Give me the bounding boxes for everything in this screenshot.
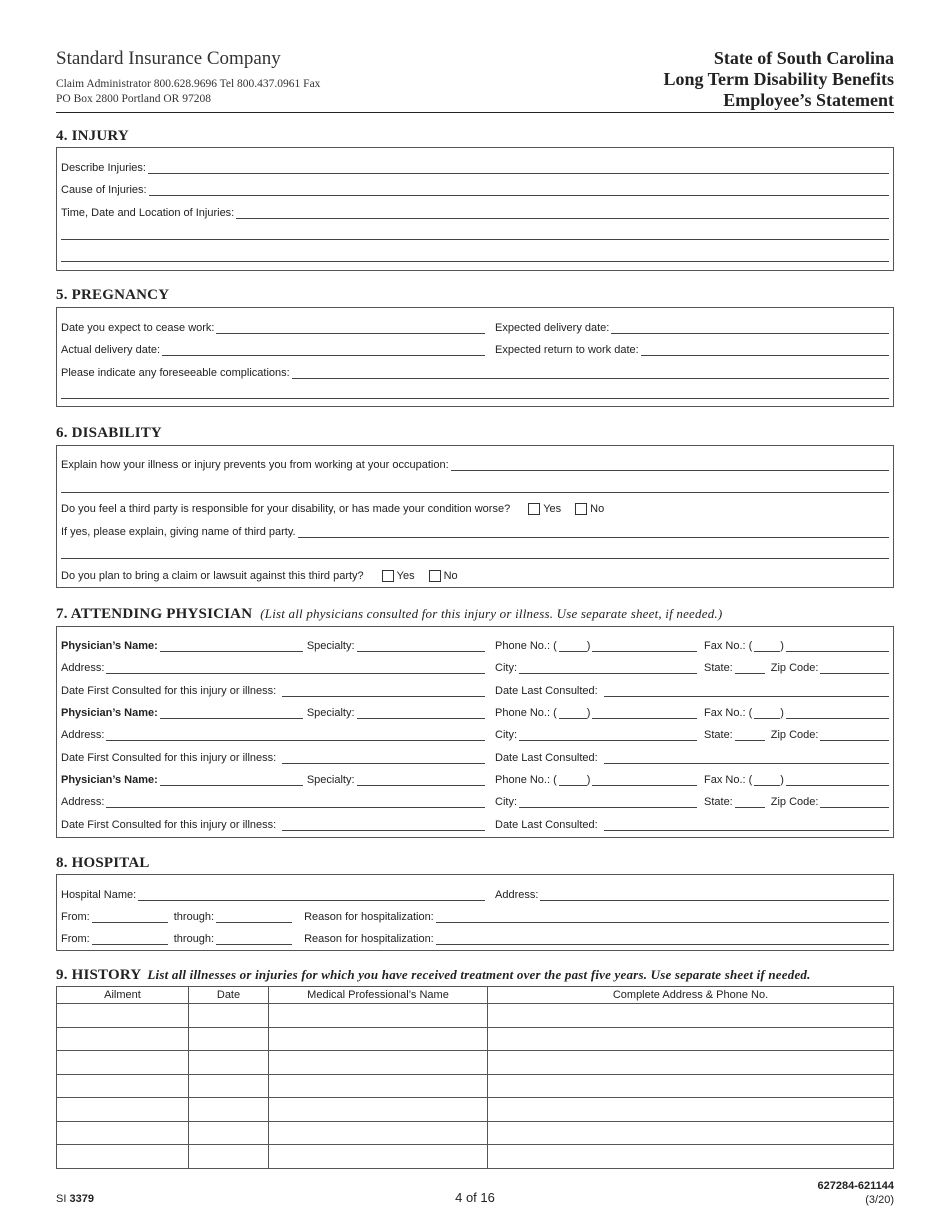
form-code-number: 627284-621144: [817, 1180, 894, 1192]
fax-row: [704, 705, 889, 719]
form-code: [818, 1179, 894, 1207]
history-cell[interactable]: [189, 1051, 269, 1075]
specialty-label: Specialty:: [306, 640, 355, 652]
page-number: 4 of 16: [455, 1190, 495, 1205]
history-cell[interactable]: [488, 1145, 894, 1169]
phone-area-field[interactable]: [559, 707, 587, 719]
form-number: 3379: [69, 1193, 94, 1205]
history-cell[interactable]: [189, 1098, 269, 1122]
last-consulted-row: [495, 683, 889, 697]
history-section-title: [56, 967, 811, 984]
title-line-2: Long Term Disability Benefits: [663, 69, 894, 89]
zip-label: Zip Code:: [770, 796, 819, 808]
physician-section-title: [56, 606, 722, 623]
if-yes-field[interactable]: [298, 526, 889, 538]
physician-name-row: [61, 705, 485, 719]
physician-name-row: [61, 772, 485, 786]
column-header: Ailment: [57, 987, 189, 1004]
specialty-field[interactable]: [357, 640, 485, 652]
zip-field[interactable]: [820, 662, 889, 674]
history-cell[interactable]: [57, 1074, 189, 1098]
fax-label: Fax No.: (: [704, 640, 753, 652]
first-consulted-field[interactable]: [282, 752, 485, 764]
history-title-text: 9. HISTORY: [56, 967, 142, 983]
last-consulted-label: Date Last Consulted:: [495, 685, 598, 697]
form-code-date: (3/20): [865, 1194, 894, 1206]
cause-injuries-row: [61, 182, 889, 196]
from-label: From:: [61, 933, 90, 945]
hospital-section-title: 8. HOSPITAL: [56, 855, 150, 871]
lawsuit-row: [61, 568, 889, 582]
specialty-field[interactable]: [357, 774, 485, 786]
reason-field[interactable]: [436, 911, 889, 923]
history-row: [57, 1098, 894, 1122]
specialty-field[interactable]: [357, 707, 485, 719]
through-field[interactable]: [216, 911, 292, 923]
physician-name-label: Physician’s Name:: [61, 640, 158, 652]
city-label: City:: [495, 729, 517, 741]
physician-name-field[interactable]: [160, 774, 303, 786]
no-label: No: [590, 503, 605, 515]
expected-delivery-field[interactable]: [611, 322, 889, 334]
third-party-no-checkbox[interactable]: [575, 503, 587, 515]
physician-box: [56, 626, 894, 838]
describe-injuries-row: [61, 160, 889, 174]
phone-row: [495, 772, 697, 786]
state-label: State:: [704, 729, 733, 741]
first-consulted-row: [61, 817, 485, 831]
physician-name-row: [61, 638, 485, 652]
return-work-label: Expected return to work date:: [495, 344, 639, 356]
fax-label: Fax No.: (: [704, 707, 753, 719]
expected-delivery-label: Expected delivery date:: [495, 322, 610, 334]
cause-injuries-label: Cause of Injuries:: [61, 184, 147, 196]
history-cell[interactable]: [269, 1051, 488, 1075]
hospital-name-row: [61, 887, 485, 901]
injury-extra-line[interactable]: [61, 239, 889, 240]
from-field[interactable]: [92, 911, 168, 923]
paren: ): [780, 640, 784, 652]
lawsuit-question: Do you plan to bring a claim or lawsuit against this third party?: [61, 570, 364, 582]
history-cell[interactable]: [269, 1098, 488, 1122]
physician-name-field[interactable]: [160, 640, 303, 652]
phone-row: [495, 638, 697, 652]
address-label: Address:: [61, 662, 105, 674]
last-consulted-field[interactable]: [604, 752, 889, 764]
city-field[interactable]: [519, 662, 697, 674]
history-cell[interactable]: [189, 1027, 269, 1051]
paren: ): [586, 774, 591, 786]
city-label: City:: [495, 796, 517, 808]
history-cell[interactable]: [189, 1145, 269, 1169]
city-field[interactable]: [519, 796, 697, 808]
hospital-name-field[interactable]: [138, 889, 485, 901]
reason-label: Reason for hospitalization:: [304, 933, 434, 945]
fax-field[interactable]: [786, 774, 889, 786]
state-label: State:: [704, 662, 733, 674]
describe-injuries-field[interactable]: [148, 162, 889, 174]
from-field[interactable]: [92, 933, 168, 945]
hospital-name-label: Hospital Name:: [61, 889, 137, 901]
if-yes-label: If yes, please explain, giving name of third party.: [61, 526, 296, 538]
history-cell[interactable]: [488, 1074, 894, 1098]
column-header: Complete Address & Phone No.: [488, 987, 894, 1004]
disability-section-title: 6. DISABILITY: [56, 425, 162, 441]
physician-address-row: [61, 727, 485, 741]
first-consulted-label: Date First Consulted for this injury or illness:: [61, 819, 277, 831]
history-note: List all illnesses or injuries for which you have received treatment over the past five years. Use separate sheet if needed.: [147, 967, 811, 982]
paren: ): [780, 707, 784, 719]
actual-delivery-row: [61, 342, 485, 356]
phone-area-field[interactable]: [559, 640, 587, 652]
fax-area-field[interactable]: [754, 640, 780, 652]
history-cell[interactable]: [57, 1004, 189, 1028]
cease-work-row: [61, 320, 485, 334]
history-cell[interactable]: [57, 1098, 189, 1122]
fax-area-field[interactable]: [754, 774, 780, 786]
form-title: [663, 48, 894, 111]
first-consulted-row: [61, 750, 485, 764]
form-prefix: SI: [56, 1193, 67, 1205]
city-row: [495, 794, 697, 808]
history-cell[interactable]: [57, 1051, 189, 1075]
hospital-address-field[interactable]: [540, 889, 889, 901]
history-cell[interactable]: [269, 1074, 488, 1098]
history-cell[interactable]: [57, 1121, 189, 1145]
through-label: through:: [173, 933, 215, 945]
history-cell[interactable]: [488, 1027, 894, 1051]
through-field[interactable]: [216, 933, 292, 945]
zip-label: Zip Code:: [770, 729, 819, 741]
describe-injuries-label: Describe Injuries:: [61, 162, 146, 174]
contact-line: Claim Administrator 800.628.9696 Tel 800.437.0961 Fax: [56, 78, 321, 90]
state-zip-row: [704, 794, 889, 808]
history-table: [56, 986, 894, 1169]
first-consulted-row: [61, 683, 485, 697]
complications-field[interactable]: [292, 367, 889, 379]
last-consulted-field[interactable]: [604, 819, 889, 831]
first-consulted-label: Date First Consulted for this injury or illness:: [61, 685, 277, 697]
physician-name-label: Physician’s Name:: [61, 707, 158, 719]
state-label: State:: [704, 796, 733, 808]
state-zip-row: [704, 660, 889, 674]
cease-work-label: Date you expect to cease work:: [61, 322, 215, 334]
history-cell[interactable]: [488, 1098, 894, 1122]
lawsuit-yes-checkbox[interactable]: [382, 570, 394, 582]
physician-name-field[interactable]: [160, 707, 303, 719]
fax-field[interactable]: [786, 707, 889, 719]
phone-label: Phone No.: (: [495, 640, 557, 652]
paren: ): [586, 640, 591, 652]
through-label: through:: [173, 911, 215, 923]
yes-label: Yes: [396, 570, 415, 582]
fax-area-field[interactable]: [754, 707, 780, 719]
state-field[interactable]: [735, 662, 765, 674]
history-cell[interactable]: [57, 1145, 189, 1169]
state-zip-row: [704, 727, 889, 741]
paren: ): [586, 707, 591, 719]
state-field[interactable]: [735, 796, 765, 808]
last-consulted-label: Date Last Consulted:: [495, 819, 598, 831]
no-label: No: [443, 570, 458, 582]
cause-injuries-field[interactable]: [149, 184, 889, 196]
expected-delivery-row: [495, 320, 889, 334]
history-cell[interactable]: [269, 1027, 488, 1051]
physician-address-row: [61, 660, 485, 674]
header-rule: [56, 112, 894, 113]
city-label: City:: [495, 662, 517, 674]
history-cell[interactable]: [269, 1121, 488, 1145]
specialty-label: Specialty:: [306, 707, 355, 719]
hospital-stay-row: [61, 931, 889, 945]
city-field[interactable]: [519, 729, 697, 741]
city-row: [495, 727, 697, 741]
history-cell[interactable]: [189, 1004, 269, 1028]
from-label: From:: [61, 911, 90, 923]
fax-row: [704, 638, 889, 652]
yes-label: Yes: [543, 503, 562, 515]
last-consulted-field[interactable]: [604, 685, 889, 697]
physician-name-label: Physician’s Name:: [61, 774, 158, 786]
history-row: [57, 1121, 894, 1145]
cease-work-field[interactable]: [216, 322, 485, 334]
first-consulted-label: Date First Consulted for this injury or illness:: [61, 752, 277, 764]
address-label: Address:: [61, 729, 105, 741]
actual-delivery-label: Actual delivery date:: [61, 344, 161, 356]
time-location-field[interactable]: [236, 207, 889, 219]
history-row: [57, 1027, 894, 1051]
paren: ): [780, 774, 784, 786]
hospital-address-row: [495, 887, 889, 901]
history-cell[interactable]: [488, 1051, 894, 1075]
fax-label: Fax No.: (: [704, 774, 753, 786]
history-row: [57, 1145, 894, 1169]
if-yes-extra-line[interactable]: [61, 558, 889, 559]
history-cell[interactable]: [57, 1027, 189, 1051]
last-consulted-label: Date Last Consulted:: [495, 752, 598, 764]
time-location-row: [61, 205, 889, 219]
history-cell[interactable]: [269, 1145, 488, 1169]
address-line: PO Box 2800 Portland OR 97208: [56, 93, 211, 105]
physician-note: (List all physicians consulted for this injury or illness. Use separate sheet, if needed.): [260, 606, 723, 621]
third-party-yes-checkbox[interactable]: [528, 503, 540, 515]
history-header-row: [57, 987, 894, 1004]
time-location-label: Time, Date and Location of Injuries:: [61, 207, 235, 219]
reason-label: Reason for hospitalization:: [304, 911, 434, 923]
state-field[interactable]: [735, 729, 765, 741]
history-cell[interactable]: [189, 1121, 269, 1145]
phone-area-field[interactable]: [559, 774, 587, 786]
history-cell[interactable]: [189, 1074, 269, 1098]
injury-section-title: 4. INJURY: [56, 128, 129, 144]
address-label: Address:: [61, 796, 105, 808]
phone-row: [495, 705, 697, 719]
history-row: [57, 1004, 894, 1028]
reason-field[interactable]: [436, 933, 889, 945]
company-name: Standard Insurance Company: [56, 48, 281, 69]
first-consulted-field[interactable]: [282, 685, 485, 697]
injury-box: [56, 147, 894, 271]
address-field[interactable]: [106, 796, 485, 808]
title-line-3: Employee’s Statement: [723, 90, 894, 110]
explain-field[interactable]: [451, 459, 889, 471]
column-header: Date: [189, 987, 269, 1004]
explain-row: [61, 457, 889, 471]
explain-label: Explain how your illness or injury prevents you from working at your occupation:: [61, 459, 449, 471]
physician-address-row: [61, 794, 485, 808]
complications-label: Please indicate any foreseeable complications:: [61, 367, 290, 379]
column-header: Medical Professional’s Name: [269, 987, 488, 1004]
address-field[interactable]: [106, 729, 485, 741]
fax-field[interactable]: [786, 640, 889, 652]
injury-extra-line[interactable]: [61, 261, 889, 262]
address-field[interactable]: [106, 662, 485, 674]
last-consulted-row: [495, 817, 889, 831]
phone-field[interactable]: [592, 707, 697, 719]
hospital-box: [56, 874, 894, 951]
hospital-address-label: Address:: [495, 889, 539, 901]
zip-field[interactable]: [820, 796, 889, 808]
pregnancy-extra-line[interactable]: [61, 398, 889, 399]
hospital-stay-row: [61, 909, 889, 923]
city-row: [495, 660, 697, 674]
history-cell[interactable]: [488, 1004, 894, 1028]
explain-extra-line[interactable]: [61, 492, 889, 493]
first-consulted-field[interactable]: [282, 819, 485, 831]
complications-row: [61, 365, 889, 379]
if-yes-row: [61, 524, 889, 538]
phone-field[interactable]: [592, 640, 697, 652]
physician-title-text: 7. ATTENDING PHYSICIAN: [56, 606, 253, 622]
actual-delivery-field[interactable]: [162, 344, 485, 356]
zip-label: Zip Code:: [770, 662, 819, 674]
history-cell[interactable]: [488, 1121, 894, 1145]
history-row: [57, 1074, 894, 1098]
fax-row: [704, 772, 889, 786]
zip-field[interactable]: [820, 729, 889, 741]
third-party-row: [61, 501, 889, 515]
third-party-question: Do you feel a third party is responsible for your disability, or has made your condition worse?: [61, 503, 511, 515]
title-line-1: State of South Carolina: [713, 48, 894, 68]
pregnancy-box: [56, 307, 894, 407]
disability-box: [56, 445, 894, 588]
lawsuit-no-checkbox[interactable]: [429, 570, 441, 582]
specialty-label: Specialty:: [306, 774, 355, 786]
return-work-row: [495, 342, 889, 356]
pregnancy-section-title: 5. PREGNANCY: [56, 287, 170, 303]
history-cell[interactable]: [269, 1004, 488, 1028]
last-consulted-row: [495, 750, 889, 764]
return-work-field[interactable]: [641, 344, 889, 356]
phone-label: Phone No.: (: [495, 774, 557, 786]
history-row: [57, 1051, 894, 1075]
phone-field[interactable]: [592, 774, 697, 786]
phone-label: Phone No.: (: [495, 707, 557, 719]
